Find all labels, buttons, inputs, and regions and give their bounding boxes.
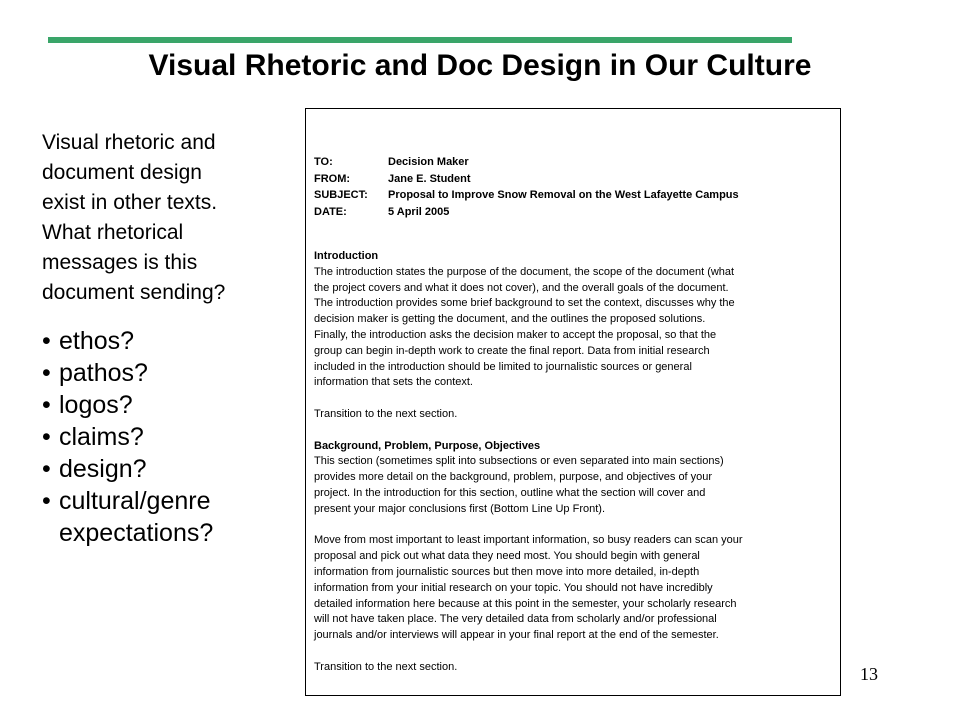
question-line: document design xyxy=(42,161,202,184)
intro-heading: Introduction xyxy=(314,250,379,262)
transition-text: Transition to the next section. xyxy=(314,660,458,673)
page-number: 13 xyxy=(860,664,878,684)
text-line: group can begin in-depth work to create the final report. Data from initial research xyxy=(314,344,710,357)
text-line: present your major conclusions first (Bottom Line Up Front). xyxy=(314,502,606,515)
question-line: messages is this xyxy=(42,251,198,274)
bullet-item xyxy=(42,485,292,549)
bullet-list xyxy=(42,325,292,549)
bullet-item xyxy=(42,325,292,357)
text-line: will not have taken place. The very detailed data from scholarly and/or professional xyxy=(314,613,717,626)
memo-date-row xyxy=(314,204,832,221)
bullet-item xyxy=(42,421,292,453)
intro-paragraph xyxy=(314,265,832,391)
memo-subject-row xyxy=(314,187,832,204)
text-line: Move from most important to least important information, so busy readers can scan your xyxy=(314,534,743,547)
bullet-icon: • xyxy=(42,487,51,515)
bullet-label: cultural/genre xyxy=(59,487,211,515)
memo-from-row xyxy=(314,171,832,188)
text-line: the project covers and what it does not cover), and the overall goals of the document. xyxy=(314,281,729,294)
question-line: exist in other texts. xyxy=(42,191,218,214)
memo-subject-label: SUBJECT: xyxy=(314,189,368,201)
title-accent-bar xyxy=(48,37,792,43)
memo-document xyxy=(305,108,841,696)
memo-date-value: 5 April 2005 xyxy=(388,205,450,218)
memo-to-row xyxy=(314,154,832,171)
text-line: information from your initial research on your topic. You should not have incredibly xyxy=(314,581,713,594)
bullet-label: logos? xyxy=(59,391,133,419)
text-line: proposal and pick out what data they need most. You should begin with general xyxy=(314,550,700,563)
background-heading: Background, Problem, Purpose, Objectives xyxy=(314,439,541,452)
move-paragraph xyxy=(314,533,832,644)
text-line: Finally, the introduction asks the decision maker to accept the proposal, so that the xyxy=(314,328,717,341)
question-line: document sending? xyxy=(42,281,226,304)
text-line: included in the introduction should be limited to journalistic sources or general xyxy=(314,360,692,373)
bullet-label: ethos? xyxy=(59,327,135,355)
text-line: This section (sometimes split into subsections or even separated into main sections) xyxy=(314,455,724,468)
bullet-label: pathos? xyxy=(59,359,148,387)
slide-title: Visual Rhetoric and Doc Design in Our Culture xyxy=(148,49,812,82)
question-text xyxy=(42,128,292,308)
memo-to-label: TO: xyxy=(314,156,333,168)
text-line: The introduction provides some brief background to set the context, discusses why the xyxy=(314,297,735,310)
text-line: decision maker is getting the document, and the outlines the proposed solutions. xyxy=(314,313,706,326)
question-line: What rhetorical xyxy=(42,221,184,244)
transition-text: Transition to the next section. xyxy=(314,407,458,420)
text-line: provides more detail on the background, problem, purpose, and objectives of your xyxy=(314,471,713,484)
bullet-icon: • xyxy=(42,423,51,451)
text-line: information that sets the context. xyxy=(314,376,473,389)
memo-from-label: FROM: xyxy=(314,172,351,185)
bullet-icon: • xyxy=(42,391,51,419)
background-paragraph xyxy=(314,454,832,517)
bullet-label: claims? xyxy=(59,423,144,451)
text-line: detailed information here because at this point in the semester, your scholarly research xyxy=(314,597,737,610)
memo-to-value: Decision Maker xyxy=(388,156,469,168)
bullet-continuation: expectations? xyxy=(59,519,214,547)
text-line: information from journalistic sources but then move into more detailed, in-depth xyxy=(314,565,700,578)
memo-from-value: Jane E. Student xyxy=(388,172,471,185)
bullet-icon: • xyxy=(42,327,51,355)
bullet-item xyxy=(42,389,292,421)
text-line: project. In the introduction for this section, outline what the section will cover and xyxy=(314,486,706,499)
left-panel xyxy=(42,128,292,549)
memo-date-label: DATE: xyxy=(314,205,347,218)
bullet-label: design? xyxy=(59,455,147,483)
bullet-item xyxy=(42,357,292,389)
memo-subject-value: Proposal to Improve Snow Removal on the West Lafayette Campus xyxy=(388,189,739,201)
bullet-icon: • xyxy=(42,455,51,483)
text-line: The introduction states the purpose of the document, the scope of the document (what xyxy=(314,265,735,278)
bullet-icon: • xyxy=(42,359,51,387)
text-line: journals and/or interviews will appear in your final report at the end of the semester. xyxy=(314,629,719,642)
bullet-item xyxy=(42,453,292,485)
question-line: Visual rhetoric and xyxy=(42,131,216,154)
memo-header xyxy=(314,154,832,220)
